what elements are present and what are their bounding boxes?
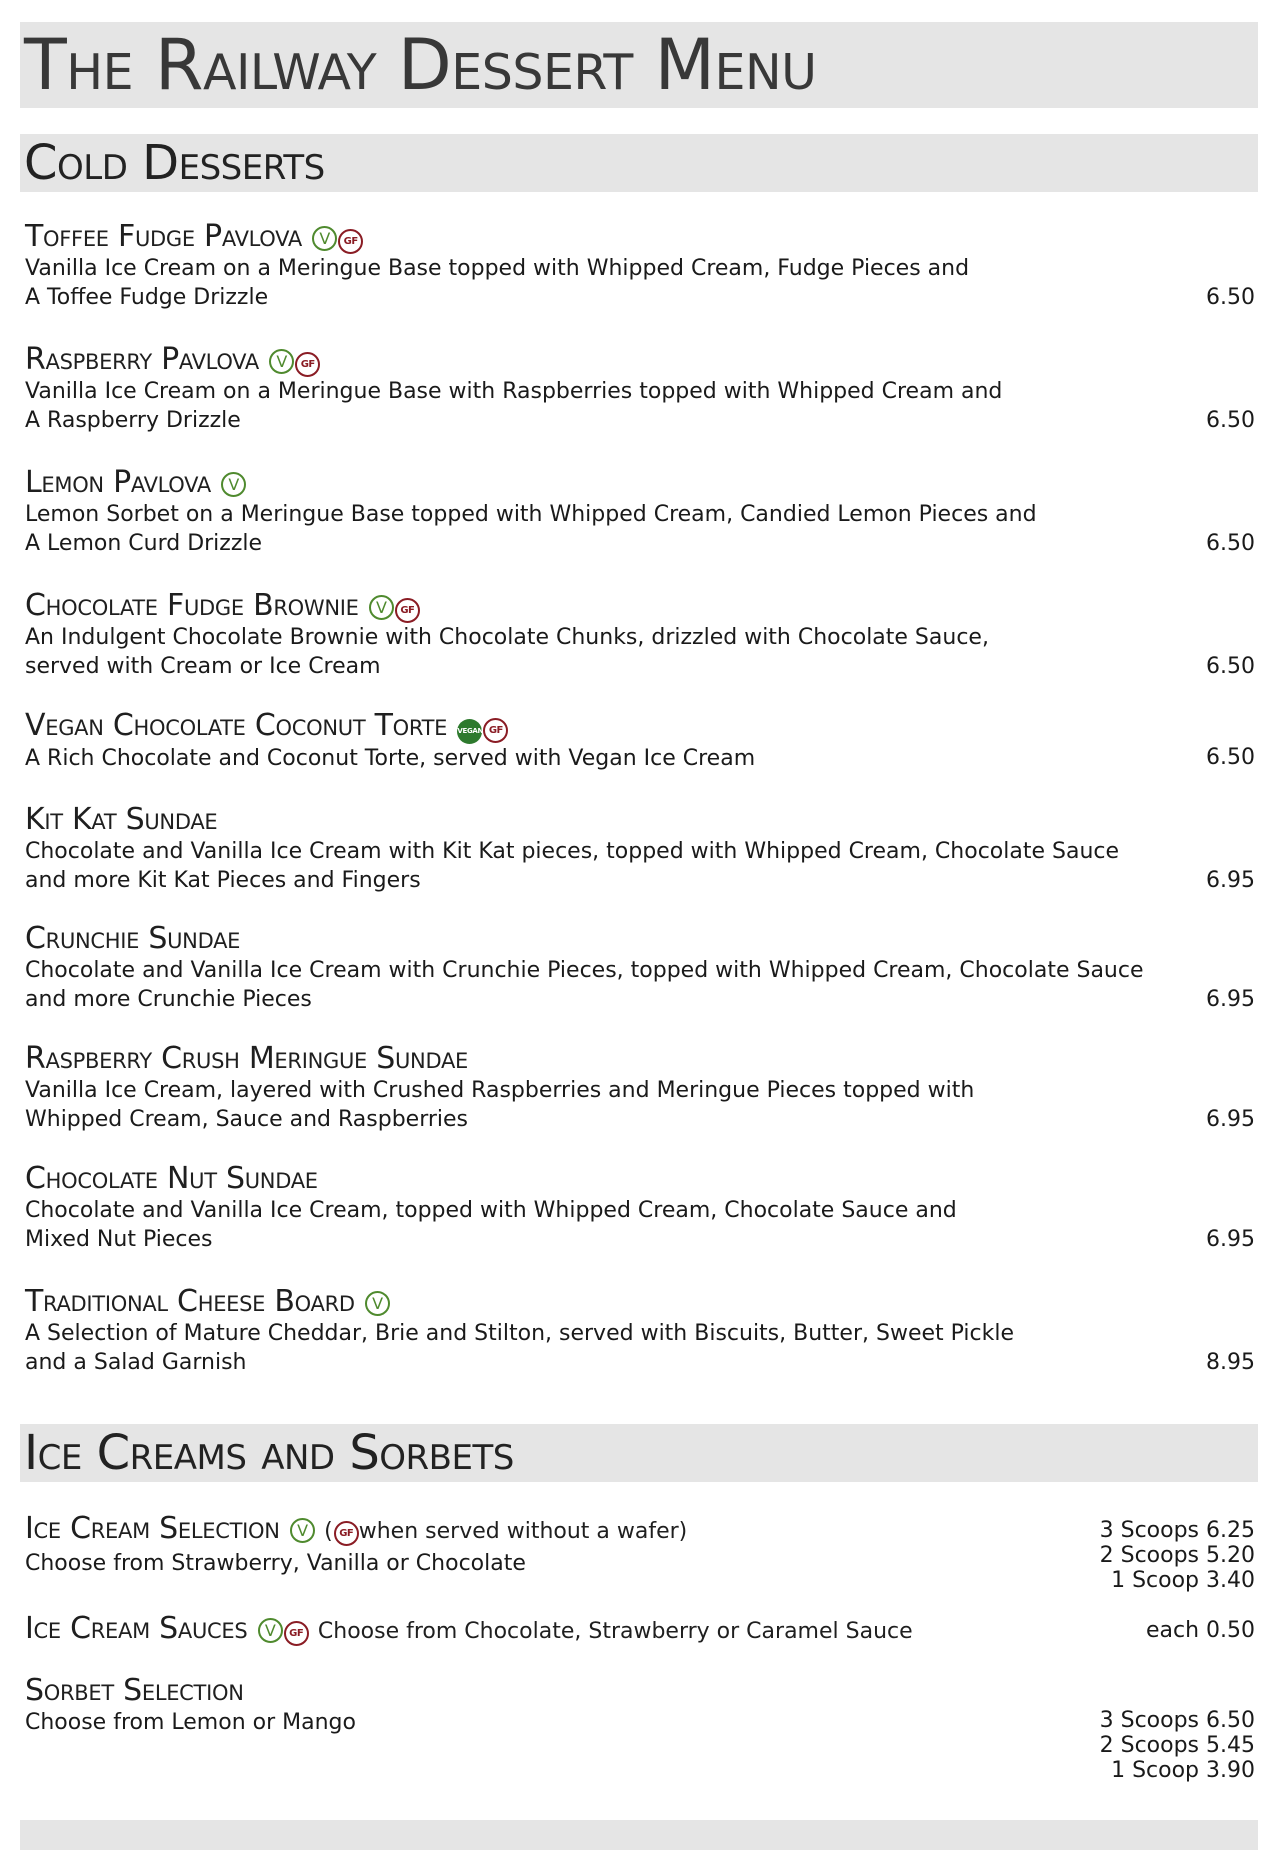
menu-item-toffee-fudge-pavlova: [25, 220, 1255, 312]
item-description: An Indulgent Chocolate Brownie with Chocolate Chunks, drizzled with Chocolate Sauce, served with Cream or Ice Cream: [25, 625, 989, 679]
item-price: 6.50: [1206, 408, 1255, 433]
item-description: Choose from Chocolate, Strawberry or Caramel Sauce: [317, 1619, 913, 1644]
gluten-free-icon: GF: [295, 352, 320, 377]
vegetarian-icon: V: [258, 1618, 283, 1643]
gluten-free-icon: GF: [284, 1621, 309, 1646]
gluten-free-icon: GF: [334, 1521, 359, 1546]
menu-item-crunchie-sundae: [25, 922, 1255, 1014]
item-name: Raspberry Crush Meringue Sundae: [25, 1041, 469, 1076]
item-description: Chocolate and Vanilla Ice Cream with Kit Kat pieces, topped with Whipped Cream, Chocolate Sauce and more Kit Kat Pieces and Fingers: [25, 839, 1120, 893]
item-name: Chocolate Fudge Brownie: [25, 588, 359, 623]
item-description: Chocolate and Vanilla Ice Cream with Crunchie Pieces, topped with Whipped Cream, Chocolate Sauce and more Crunchie Pieces: [25, 958, 1144, 1012]
menu-item-traditional-cheese-board: [25, 1285, 1255, 1377]
item-description: Choose from Strawberry, Vanilla or Chocolate: [25, 1551, 526, 1576]
menu-item-sorbet-selection: [25, 1673, 1255, 1783]
item-name: Raspberry Pavlova: [25, 342, 259, 377]
vegetarian-icon: V: [290, 1518, 315, 1543]
item-description: Chocolate and Vanilla Ice Cream, topped with Whipped Cream, Chocolate Sauce and Mixed Nut Pieces: [25, 1198, 957, 1252]
item-description: Vanilla Ice Cream on a Meringue Base topped with Whipped Cream, Fudge Pieces and A Toffee Fudge Drizzle: [25, 256, 970, 310]
menu-item-ice-cream-sauces: [25, 1612, 1255, 1649]
menu-item-kit-kat-sundae: [25, 803, 1255, 895]
vegetarian-icon: V: [369, 595, 394, 620]
section-title-cold-desserts: Cold Desserts: [24, 135, 325, 191]
menu-item-lemon-pavlova: [25, 466, 1255, 558]
gluten-free-icon: GF: [483, 718, 508, 743]
menu-item-raspberry-crush-meringue-sundae: [25, 1042, 1255, 1134]
section-title-ice-creams: Ice Creams and Sorbets: [24, 1425, 514, 1481]
item-price: 6.95: [1206, 868, 1255, 893]
menu-item-ice-cream-selection: [25, 1511, 1255, 1593]
menu-item-chocolate-fudge-brownie: [25, 589, 1255, 681]
price-1-scoop: 1 Scoop 3.40: [1111, 1568, 1255, 1593]
item-description: Choose from Lemon or Mango: [25, 1710, 356, 1735]
footer-banner: [20, 1820, 1258, 1850]
menu-item-chocolate-nut-sundae: [25, 1162, 1255, 1254]
item-name: Ice Cream Sauces: [25, 1611, 248, 1646]
vegetarian-icon: V: [365, 1291, 390, 1316]
item-description: Vanilla Ice Cream on a Meringue Base with Raspberries topped with Whipped Cream and A Raspberry Drizzle: [25, 379, 1003, 433]
item-note: ( GF when served without a wafer): [324, 1519, 688, 1544]
item-name: Kit Kat Sundae: [25, 802, 218, 837]
item-price: 6.50: [1206, 745, 1255, 770]
item-price: 6.95: [1206, 987, 1255, 1012]
section-banner-ice-creams: [20, 1424, 1258, 1482]
item-price: 6.50: [1206, 531, 1255, 556]
menu-title-banner: [20, 22, 1258, 108]
item-price-list: [1100, 1708, 1255, 1783]
menu-item-raspberry-pavlova: [25, 343, 1255, 435]
item-price: 6.50: [1206, 285, 1255, 310]
item-name: Crunchie Sundae: [25, 921, 241, 956]
vegetarian-icon: V: [269, 349, 294, 374]
price-2-scoops: 2 Scoops 5.45: [1099, 1733, 1255, 1758]
menu-item-vegan-chocolate-coconut-torte: [25, 709, 1255, 773]
item-name: Lemon Pavlova: [25, 465, 211, 500]
section-banner-cold-desserts: [20, 134, 1258, 192]
item-description: Lemon Sorbet on a Meringue Base topped with Whipped Cream, Candied Lemon Pieces and A Lemon Curd Drizzle: [25, 502, 1037, 556]
gluten-free-icon: GF: [338, 229, 363, 254]
item-description: Vanilla Ice Cream, layered with Crushed Raspberries and Meringue Pieces topped with Whipped Cream, Sauce and Raspberries: [25, 1078, 975, 1132]
price-2-scoops: 2 Scoops 5.20: [1099, 1543, 1255, 1568]
item-price: 8.95: [1206, 1350, 1255, 1375]
gluten-free-icon: GF: [395, 598, 420, 623]
item-name: Toffee Fudge Pavlova: [25, 219, 302, 254]
menu-title: The Railway Dessert Menu: [24, 24, 817, 106]
item-description: A Rich Chocolate and Coconut Torte, served with Vegan Ice Cream: [25, 746, 756, 771]
item-price-list: [1100, 1518, 1255, 1593]
item-price: 6.95: [1206, 1227, 1255, 1252]
item-price: 6.95: [1206, 1107, 1255, 1132]
item-price: 6.50: [1206, 654, 1255, 679]
item-name: Traditional Cheese Board: [25, 1284, 355, 1319]
item-price: each 0.50: [1145, 1618, 1255, 1643]
item-name: Ice Cream Selection: [25, 1511, 280, 1546]
vegan-icon: VEGAN: [457, 719, 482, 744]
item-description: A Selection of Mature Cheddar, Brie and Stilton, served with Biscuits, Butter, Sweet Pickle and a Salad Garnish: [25, 1321, 1015, 1375]
price-1-scoop: 1 Scoop 3.90: [1111, 1758, 1255, 1783]
price-3-scoops: 3 Scoops 6.25: [1099, 1518, 1255, 1543]
item-name: Sorbet Selection: [25, 1673, 244, 1708]
vegetarian-icon: V: [312, 226, 337, 251]
item-name: Chocolate Nut Sundae: [25, 1161, 318, 1196]
price-3-scoops: 3 Scoops 6.50: [1099, 1708, 1255, 1733]
vegetarian-icon: V: [221, 472, 246, 497]
item-name: Vegan Chocolate Coconut Torte: [25, 708, 448, 743]
